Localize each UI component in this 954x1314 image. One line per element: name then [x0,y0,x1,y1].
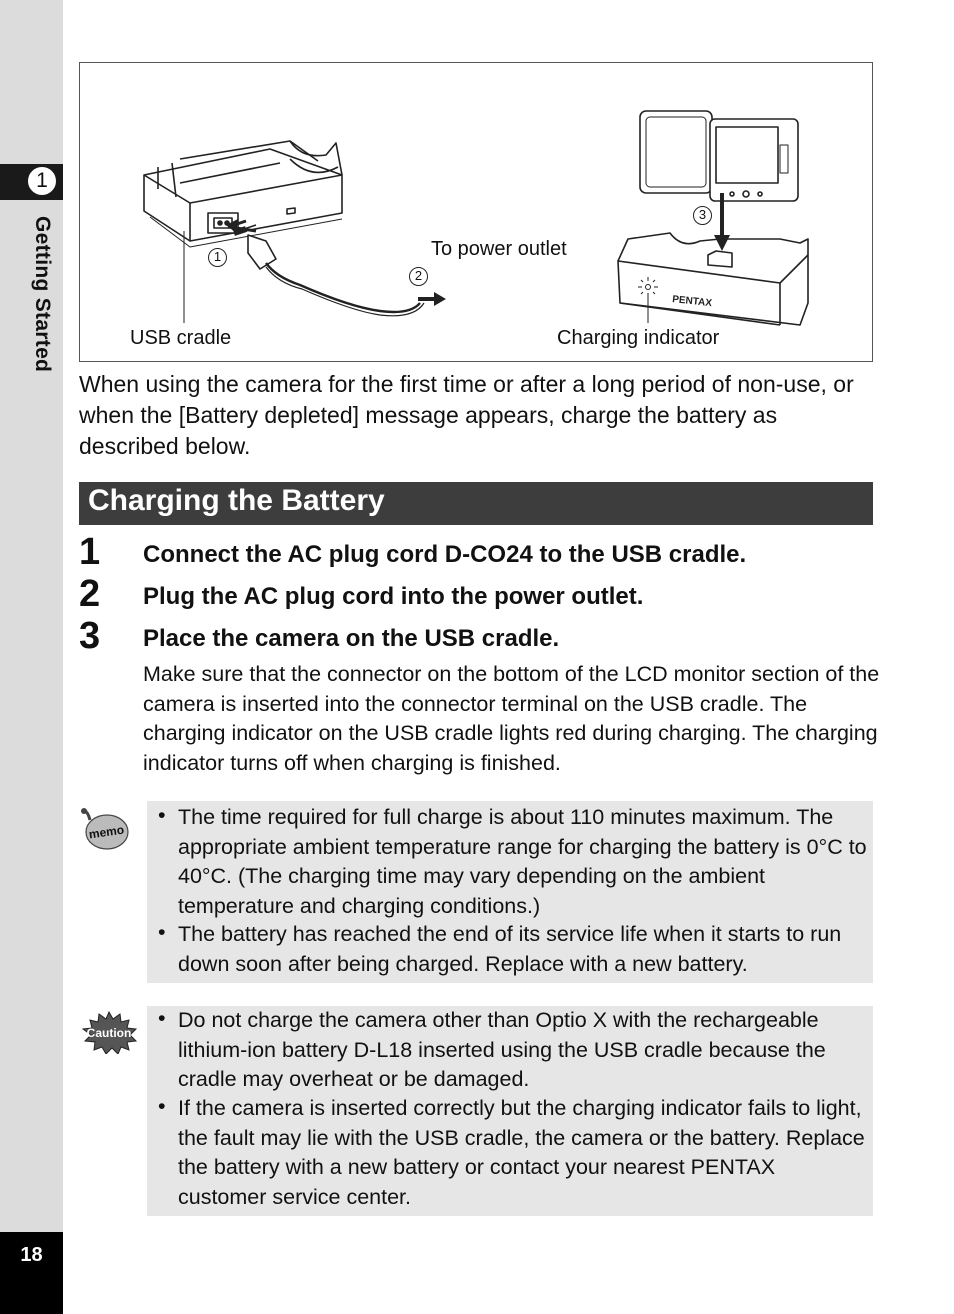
callout-3: 3 [693,206,712,225]
charging-illustration [79,62,873,362]
label-power-outlet: To power outlet [431,238,567,260]
caution-item-text: Do not charge the camera other than Optio X with the rechargeable lithium-ion battery D-L18 inserted using the USB cradle because the cradle may overheat or be damaged. [178,1008,826,1092]
step-2-number: 2 [79,573,101,615]
camera-on-cradle-drawing [618,111,808,325]
caution-item-text: If the camera is inserted correctly but the charging indicator fails to light, the fault may lie with the USB cradle, the camera or the battery. Replace the battery with a new battery or contact your nearest PENTAX customer service center. [178,1096,865,1209]
section-heading-bar [79,482,873,525]
bullet: • [158,920,166,944]
bullet: • [158,803,166,827]
page-number: 18 [20,1244,43,1266]
step-1-text: Connect the AC plug cord D-CO24 to the USB cradle. [143,541,747,568]
step-1-number: 1 [79,531,101,573]
step-2-text: Plug the AC plug cord into the power outlet. [143,583,644,610]
chapter-title: Getting Started [31,216,54,373]
bullet: • [158,1094,166,1118]
memo-item-text: The time required for full charge is about 110 minutes maximum. The appropriate ambient temperature range for charging the battery is 0°C to 40°C. (The charging time may vary depending on the ambient temperature and charging conditions.) [178,805,867,918]
memo-box [147,801,873,983]
memo-icon-label: memo [87,822,125,842]
callout-1: 1 [208,248,227,267]
memo-icon [80,808,130,852]
intro-paragraph: When using the camera for the first time or after a long period of non-use, or when the [Battery depleted] message appears, charge the battery as described below. [79,371,854,459]
chapter-number: 1 [26,165,58,197]
cradle-brand-text: PENTAX [671,294,713,310]
step-3-number: 3 [79,615,101,657]
bullet: • [158,1006,166,1030]
step-3-text: Place the camera on the USB cradle. [143,625,560,652]
memo-item-text: The battery has reached the end of its service life when it starts to run down soon after being charged. Replace with a new battery. [178,922,842,976]
label-usb-cradle: USB cradle [130,327,232,349]
callout-2: 2 [409,267,428,286]
step-3-description: Make sure that the connector on the bottom of the LCD monitor section of the camera is inserted into the connector terminal on the USB cradle. The charging indicator on the USB cradle lights red during charging. The charging indicator turns off when charging is finished. [143,662,880,775]
ac-plug-cord-drawing [228,221,424,316]
caution-icon-label: Caution [86,1026,132,1040]
section-title: Charging the Battery [88,484,385,517]
label-charging-indicator: Charging indicator [557,327,720,349]
caution-icon [80,1010,138,1054]
caution-box [147,1006,873,1216]
cradle-and-cord-illustration [80,63,872,361]
